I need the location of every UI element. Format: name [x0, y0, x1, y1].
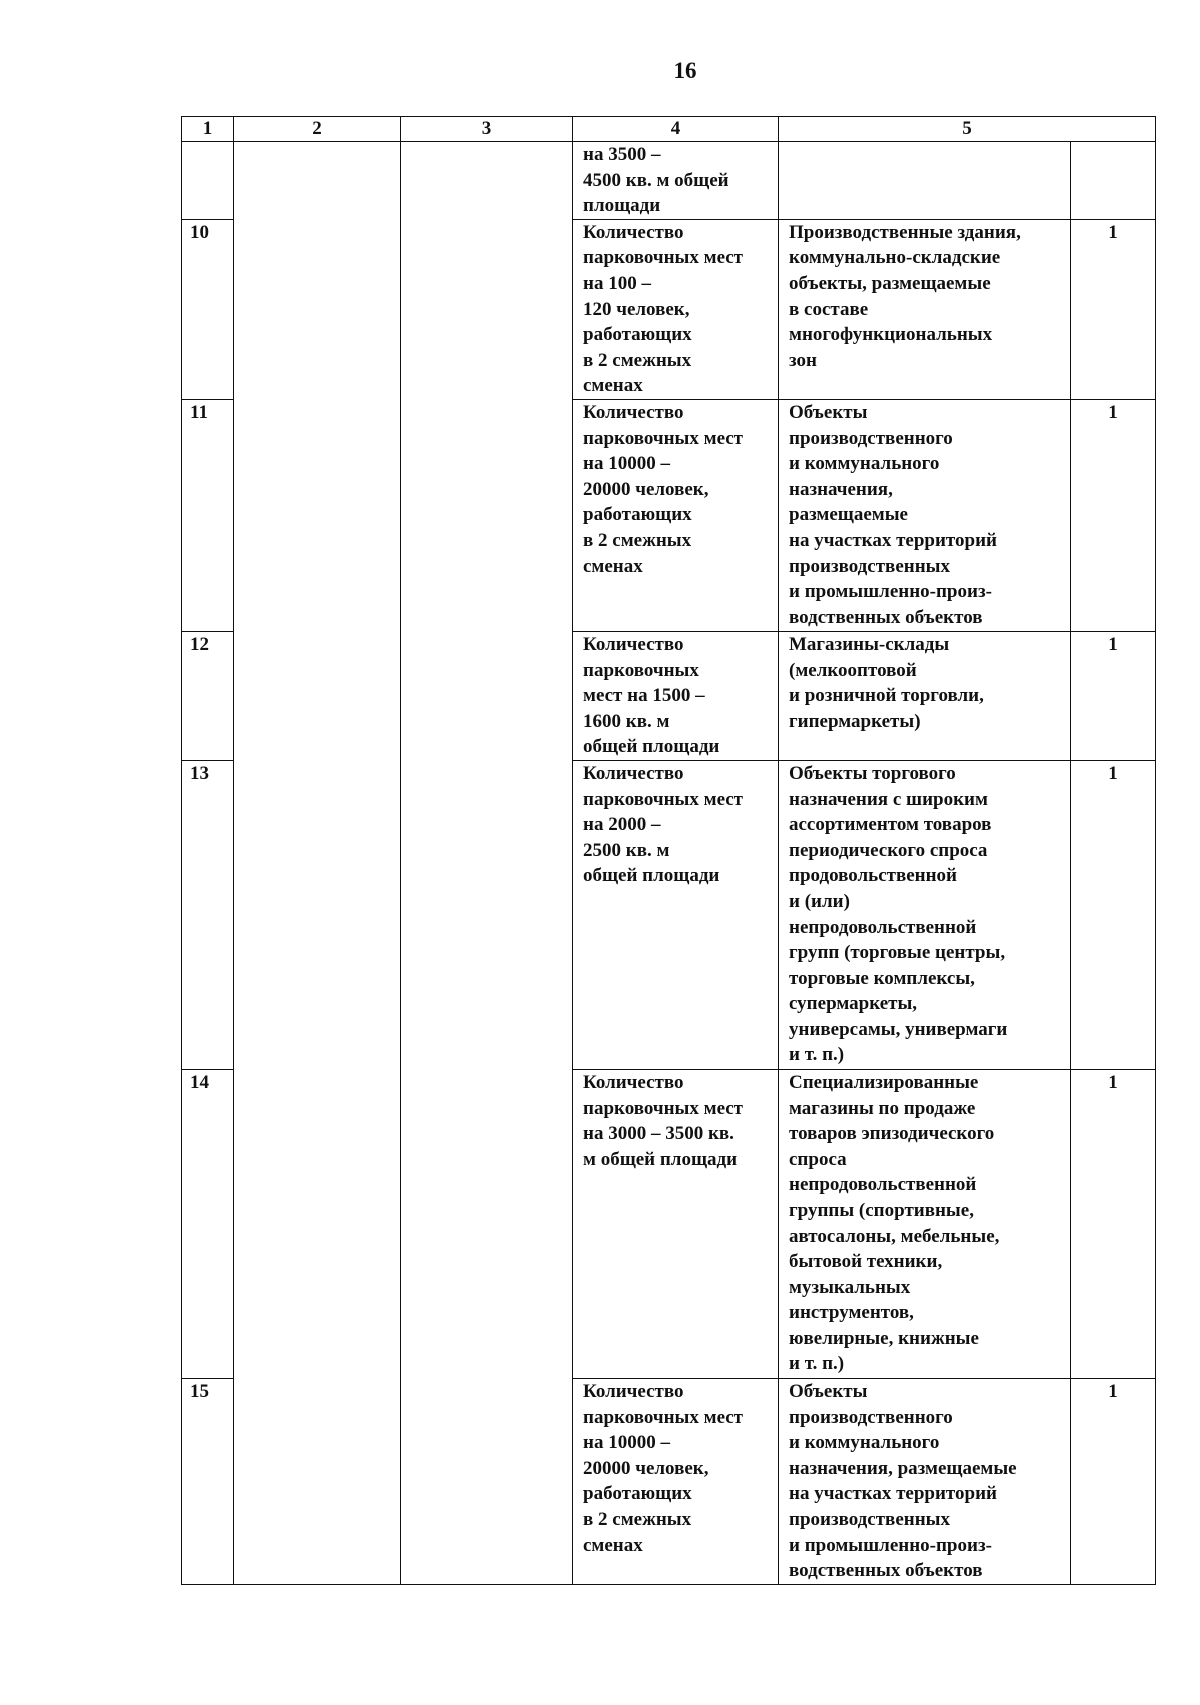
cell-col4: Количество парковочных мест на 3000 – 3500 кв. м общей площади: [573, 1069, 779, 1378]
cell-col5: Объекты производственного и коммунального назначения, размещаемые на участках территорий производственных и промышленно-произ- водственных объектов: [779, 1378, 1071, 1584]
header-col-3: 3: [401, 117, 573, 142]
cell-col5: Магазины-склады (мелкооптовой и розничной торговли, гипермаркеты): [779, 631, 1071, 760]
cell-num: [182, 142, 234, 220]
cell-col4: Количество парковочных мест на 1500 – 1600 кв. м общей площади: [573, 631, 779, 760]
cell-col6: [1071, 142, 1156, 220]
cell-num: 15: [182, 1378, 234, 1584]
cell-col6: 1: [1071, 399, 1156, 631]
cell-num: 13: [182, 760, 234, 1069]
cell-col6: 1: [1071, 219, 1156, 399]
header-col-5: 5: [779, 117, 1156, 142]
cell-col5: Объекты производственного и коммунального назначения, размещаемые на участках территорий производственных и промышленно-произ- водственных объектов: [779, 399, 1071, 631]
parking-norms-table-wrapper: [181, 116, 1155, 1585]
cell-col6: 1: [1071, 760, 1156, 1069]
header-col-1: 1: [182, 117, 234, 142]
parking-norms-table: [181, 116, 1156, 1585]
cell-col5: Производственные здания, коммунально-складские объекты, размещаемые в составе многофункциональных зон: [779, 219, 1071, 399]
cell-col3-merged: [401, 142, 573, 1585]
header-col-2: 2: [234, 117, 401, 142]
table-header-row: [182, 117, 1156, 142]
cell-col6: 1: [1071, 1069, 1156, 1378]
cell-num: 11: [182, 399, 234, 631]
cell-num: 10: [182, 219, 234, 399]
cell-col4: Количество парковочных мест на 2000 – 2500 кв. м общей площади: [573, 760, 779, 1069]
cell-col2-merged: [234, 142, 401, 1585]
cell-col5: [779, 142, 1071, 220]
cell-col4: Количество парковочных мест на 100 – 120 человек, работающих в 2 смежных сменах: [573, 219, 779, 399]
cell-col4: Количество парковочных мест на 10000 – 20000 человек, работающих в 2 смежных сменах: [573, 1378, 779, 1584]
cell-col4: на 3500 – 4500 кв. м общей площади: [573, 142, 779, 220]
header-col-4: 4: [573, 117, 779, 142]
cell-col6: 1: [1071, 631, 1156, 760]
cell-col4: Количество парковочных мест на 10000 – 20000 человек, работающих в 2 смежных сменах: [573, 399, 779, 631]
cell-col5: Объекты торгового назначения с широким ассортиментом товаров периодического спроса продовольственной и (или) непродовольственной групп (торговые центры, торговые комплексы, супермаркеты, универсамы, универмаги и т. п.): [779, 760, 1071, 1069]
cell-col6: 1: [1071, 1378, 1156, 1584]
cell-num: 12: [182, 631, 234, 760]
page-number: 16: [673, 58, 697, 83]
table-row-continuation: [182, 142, 1156, 220]
cell-num: 14: [182, 1069, 234, 1378]
cell-col5: Специализированные магазины по продаже товаров эпизодического спроса непродовольственной группы (спортивные, автосалоны, мебельные, бытовой техники, музыкальных инструментов, ювелирные, книжные и т. п.): [779, 1069, 1071, 1378]
